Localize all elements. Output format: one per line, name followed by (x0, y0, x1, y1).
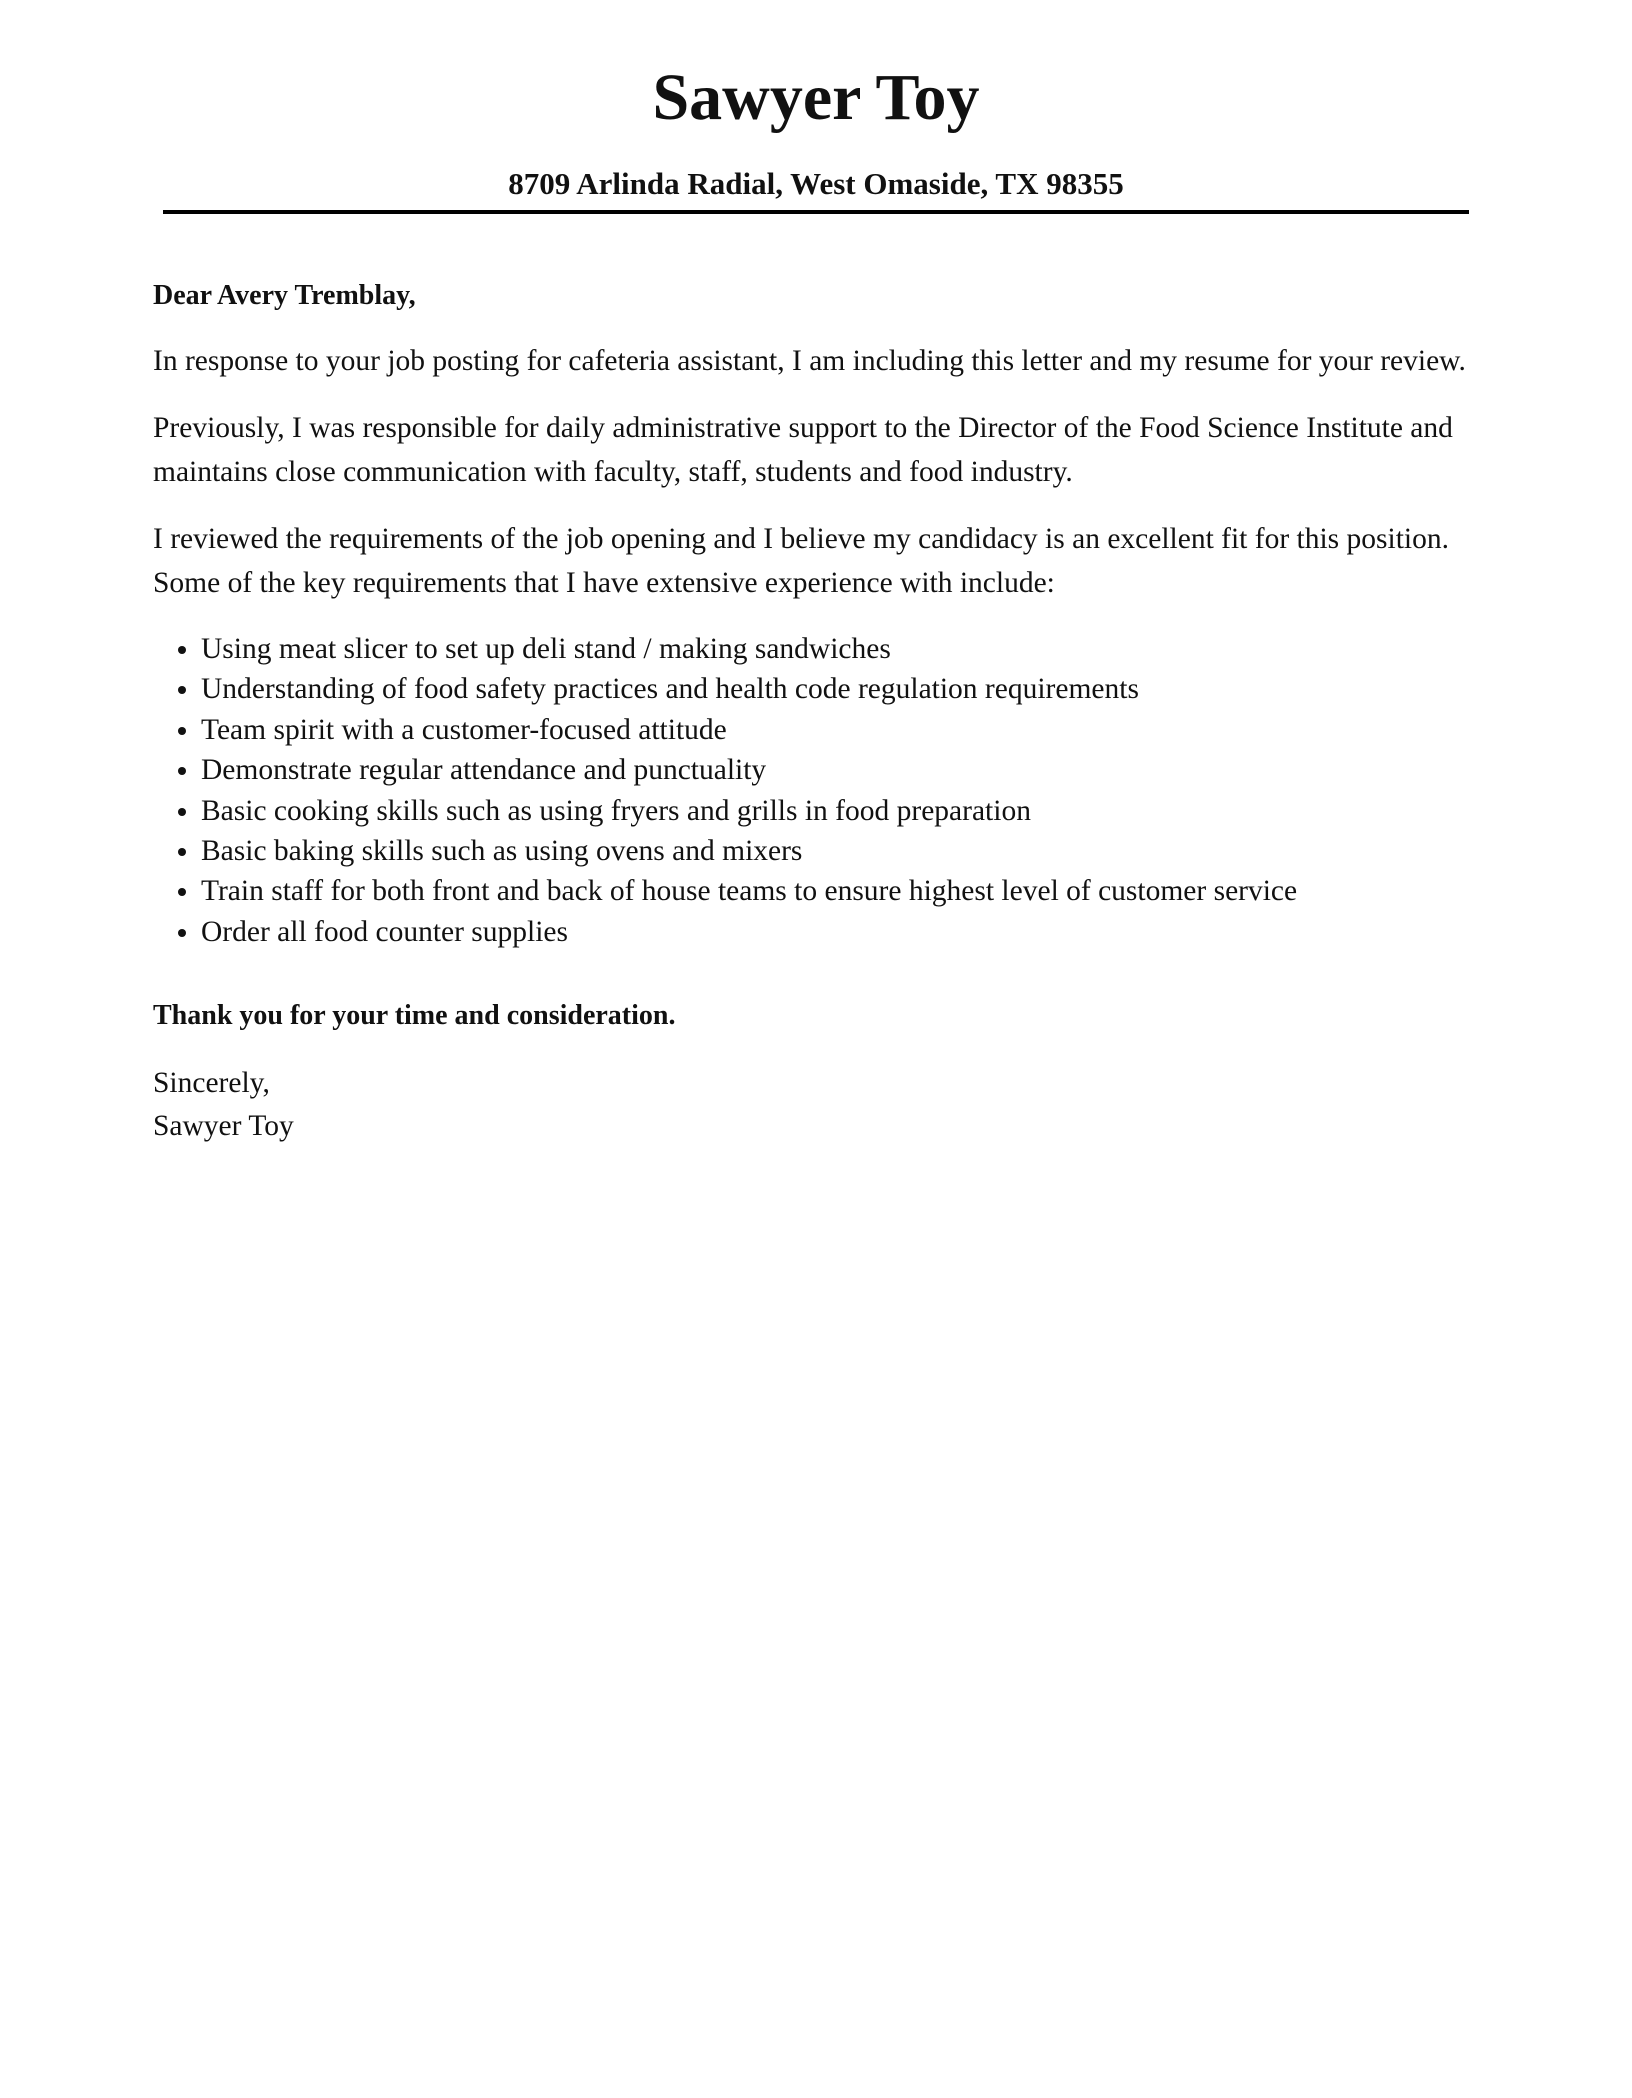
list-item (153, 831, 1473, 871)
bullet-icon (178, 848, 186, 856)
list-item-text: Understanding of food safety practices and health code regulation requirements (201, 673, 1139, 706)
list-item-text: Using meat slicer to set up deli stand / making sandwiches (201, 633, 891, 665)
signoff-text: Sincerely, (153, 1066, 270, 1099)
list-item (153, 912, 1473, 952)
list-item-text: Demonstrate regular attendance and punctuality (201, 754, 767, 787)
bullet-icon (178, 727, 186, 735)
list-item (153, 710, 1473, 750)
list-item-text: Train staff for both front and back of house teams to ensure highest level of customer service (201, 875, 1298, 908)
signature-name: Sawyer Toy (153, 1110, 294, 1143)
header-divider (163, 210, 1469, 214)
list-item (153, 629, 1473, 669)
letter-body (153, 274, 1473, 1149)
list-item (153, 750, 1473, 790)
paragraph-intro: In response to your job posting for cafeteria assistant, I am including this letter and my resume for your review. (153, 344, 1466, 377)
list-item (153, 871, 1473, 911)
requirements-list (153, 629, 1473, 952)
signoff-block (153, 1062, 1473, 1149)
closing-line: Thank you for your time and consideration. (153, 1000, 676, 1032)
salutation: Dear Avery Tremblay, (153, 280, 416, 311)
bullet-icon (178, 646, 186, 654)
paragraph-experience: Previously, I was responsible for daily administrative support to the Director of the Food Science Institute and maintains close communication with faculty, staff, students and food industry. (153, 412, 1453, 488)
bullet-icon (178, 808, 186, 816)
bullet-icon (178, 767, 186, 775)
bullet-icon (178, 929, 186, 937)
list-item-text: Order all food counter supplies (201, 915, 569, 948)
list-item-text: Team spirit with a customer-focused attitude (201, 713, 727, 746)
list-item (153, 791, 1473, 831)
list-item-text: Basic cooking skills such as using fryers and grills in food preparation (201, 794, 1031, 827)
applicant-address: 8709 Arlinda Radial, West Omaside, TX 98355 (508, 166, 1124, 201)
list-item-text: Basic baking skills such as using ovens and mixers (201, 835, 803, 868)
list-item (153, 669, 1473, 709)
bullet-icon (178, 888, 186, 896)
bullet-icon (178, 686, 186, 694)
paragraph-requirements: I reviewed the requirements of the job opening and I believe my candidacy is an excellent fit for this position. Some of the key requirements that I have extensive experience with include: (153, 523, 1449, 599)
applicant-name: Sawyer Toy (652, 61, 980, 134)
